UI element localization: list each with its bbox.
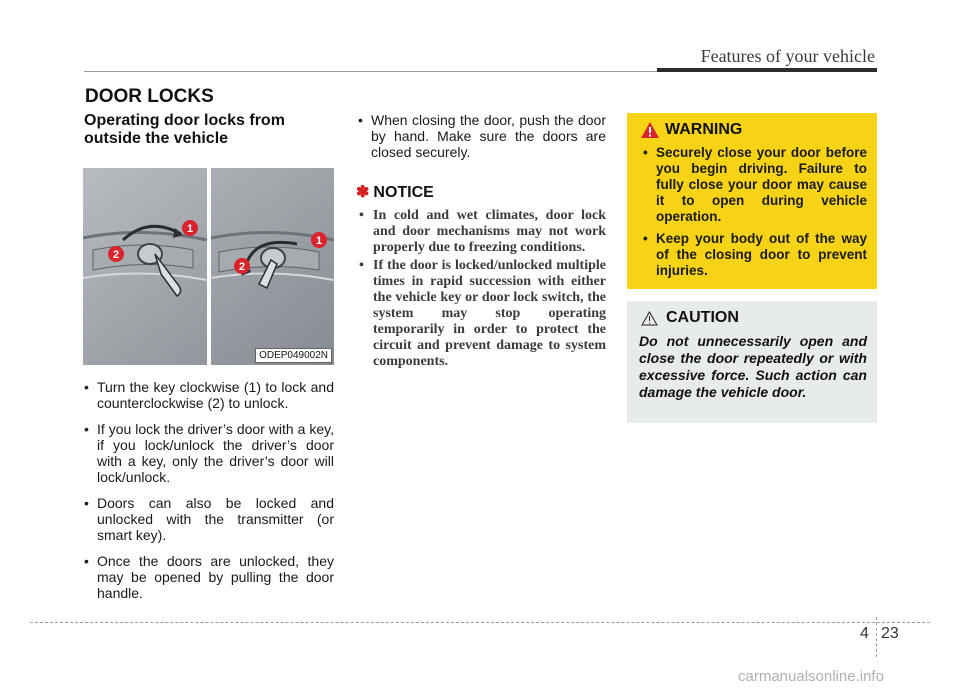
subheading xyxy=(84,112,334,148)
notice-item: • In cold and wet climates, door lock and door mechanisms may not work properly due to freezing conditions. xyxy=(352,208,606,256)
left-bullet-list xyxy=(78,379,334,601)
middle-bullet-list xyxy=(352,112,606,160)
subheading-line-2: outside the vehicle xyxy=(84,130,229,147)
caution-box xyxy=(627,301,877,423)
chapter-number: 4 xyxy=(860,625,869,642)
figure-code: ODEP049002N xyxy=(255,348,332,363)
notice-title: NOTICE xyxy=(373,184,434,201)
notice-item: • If the door is locked/unlocked multiple times in rapid succession with either the vehicle key or door lock switch, the system may stop operating temporarily in order to protect the circuit and prevent damage to system components. xyxy=(352,258,606,370)
left-column xyxy=(78,112,334,611)
page-number: 23 xyxy=(881,625,899,642)
door-lock-illustration-graphic xyxy=(83,168,334,365)
subheading-line-1: Operating door locks from xyxy=(84,112,285,129)
middle-column xyxy=(352,112,606,372)
footer-rule xyxy=(30,622,930,623)
callout-1: 1 xyxy=(186,223,194,235)
warning-item: • Securely close your door before you begin driving. Failure to fully close your door may cause it to open during vehicle operation. xyxy=(637,145,867,225)
list-item: • If you lock the driver’s door with a key, if you lock/unlock the driver’s door with a key, only the driver’s door will lock/unlock. xyxy=(78,421,334,485)
caution-text: Do not unnecessarily open and close the door repeatedly or with excessive force. Such action can damage the vehicle door. xyxy=(639,333,867,400)
list-item: • Doors can also be locked and unlocked with the transmitter (or smart key). xyxy=(78,495,334,543)
caution-icon xyxy=(641,311,658,326)
page-number-divider xyxy=(876,617,877,657)
callout-1: 1 xyxy=(315,235,323,247)
list-item: • Turn the key clockwise (1) to lock and counterclockwise (2) to unlock. xyxy=(78,379,334,411)
notice-heading xyxy=(356,182,606,202)
watermark: carmanualsonline.info xyxy=(738,668,884,685)
callout-2: 2 xyxy=(238,261,246,273)
list-item: • When closing the door, push the door by hand. Make sure the doors are closed securely. xyxy=(352,112,606,160)
warning-list xyxy=(637,145,867,279)
right-column xyxy=(627,113,877,423)
warning-heading xyxy=(641,121,867,139)
door-lock-illustration xyxy=(83,168,334,365)
warning-title: WARNING xyxy=(665,121,743,138)
header-title: Features of your vehicle xyxy=(700,46,875,66)
callout-2: 2 xyxy=(112,249,120,261)
caution-heading xyxy=(641,309,867,327)
section-title: DOOR LOCKS xyxy=(85,86,214,107)
list-item: • Once the doors are unlocked, they may be opened by pulling the door handle. xyxy=(78,553,334,601)
warning-item: • Keep your body out of the way of the closing door to prevent injuries. xyxy=(637,231,867,279)
warning-box xyxy=(627,113,877,289)
notice-list xyxy=(352,208,606,370)
header-rule-accent xyxy=(657,68,877,72)
notice-icon: ✽ xyxy=(356,184,370,201)
caution-title: CAUTION xyxy=(666,309,739,326)
warning-icon xyxy=(641,122,659,138)
